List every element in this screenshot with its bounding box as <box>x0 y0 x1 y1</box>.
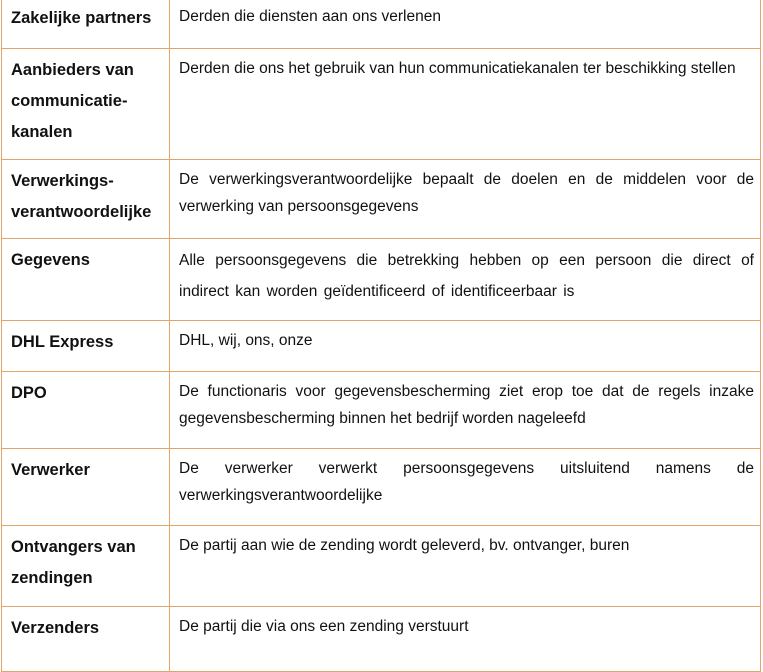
table-row <box>2 160 761 239</box>
definition-cell: Derden die diensten aan ons verlenen <box>170 0 761 49</box>
table-row <box>2 321 761 372</box>
term-cell: Ontvangers van zendingen <box>2 526 170 607</box>
definition-cell: De partij die via ons een zending verstuurt <box>170 607 761 672</box>
term-cell: Verzenders <box>2 607 170 672</box>
table-row <box>2 372 761 449</box>
table-row <box>2 449 761 526</box>
term-cell: Zakelijke partners <box>2 0 170 49</box>
table-row <box>2 526 761 607</box>
table-row <box>2 239 761 321</box>
glossary-table <box>1 0 761 672</box>
term-cell: DPO <box>2 372 170 449</box>
definition-cell: De verwerker verwerkt persoonsgegevens uitsluitend namens de verwerkingsverantwoordelijke <box>170 449 761 526</box>
definition-cell: Alle persoonsgegevens die betrekking hebben op een persoon die direct of indirect kan worden geïdentificeerd of identificeerbaar is <box>170 239 761 321</box>
table-row <box>2 607 761 672</box>
table-row <box>2 49 761 160</box>
term-cell: Verwerkings-verantwoordelijke <box>2 160 170 239</box>
definition-cell: De functionaris voor gegevensbescherming ziet erop toe dat de regels inzake gegevensbescherming binnen het bedrijf worden nageleefd <box>170 372 761 449</box>
definition-cell: De verwerkingsverantwoordelijke bepaalt de doelen en de middelen voor de verwerking van persoonsgegevens <box>170 160 761 239</box>
term-cell: DHL Express <box>2 321 170 372</box>
term-cell: Verwerker <box>2 449 170 526</box>
term-cell: Aanbieders van communicatie-kanalen <box>2 49 170 160</box>
definition-cell: Derden die ons het gebruik van hun communicatiekanalen ter beschikking stellen <box>170 49 761 160</box>
term-cell: Gegevens <box>2 239 170 321</box>
table-row <box>2 0 761 49</box>
definition-cell: DHL, wij, ons, onze <box>170 321 761 372</box>
definition-cell: De partij aan wie de zending wordt geleverd, bv. ontvanger, buren <box>170 526 761 607</box>
